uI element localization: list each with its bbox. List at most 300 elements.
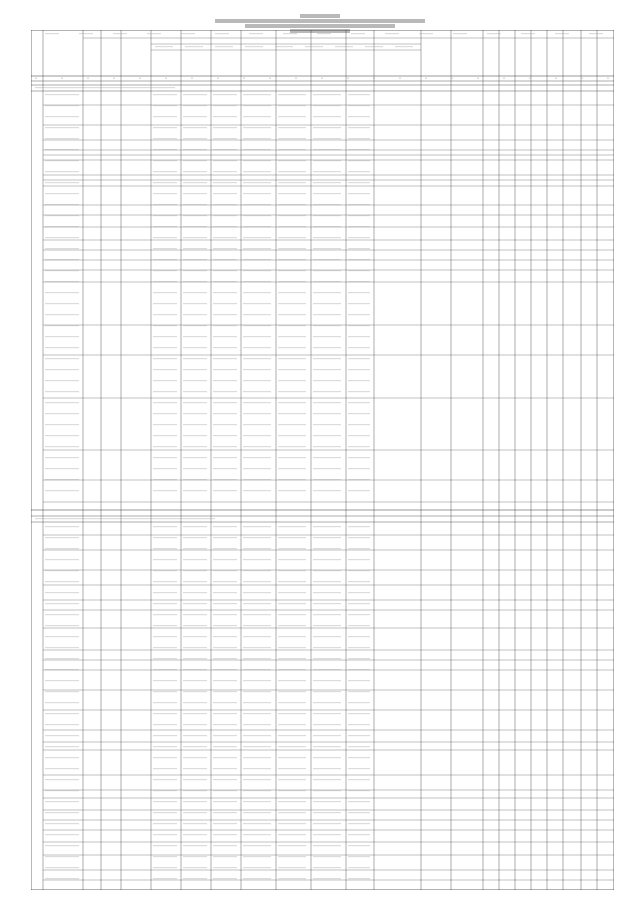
cell-text-placeholder: [45, 204, 79, 205]
cell-text-placeholder: [153, 845, 177, 846]
cell-text-placeholder: [153, 790, 177, 791]
cell-text-placeholder: [183, 779, 207, 780]
cell-text-placeholder: [183, 160, 207, 161]
cell-text-placeholder: [348, 603, 370, 604]
cell-text-placeholder: [348, 149, 370, 150]
cell-text-placeholder: [45, 127, 79, 128]
cell-text-placeholder: [348, 614, 370, 615]
cell-text-placeholder: [213, 215, 237, 216]
cell-text-placeholder: [313, 193, 341, 194]
cell-text-placeholder: [45, 658, 79, 659]
cell-text-placeholder: [278, 369, 306, 370]
cell-text-placeholder: [348, 402, 370, 403]
cell-text-placeholder: [313, 182, 341, 183]
cell-text-placeholder: [278, 867, 306, 868]
cell-text-placeholder: [243, 116, 271, 117]
cell-text-placeholder: [278, 603, 306, 604]
header-text-placeholder: [453, 33, 467, 34]
cell-text-placeholder: [153, 215, 177, 216]
column-number-placeholder: [61, 78, 63, 80]
cell-text-placeholder: [243, 281, 271, 282]
cell-text-placeholder: [183, 292, 207, 293]
header-text-placeholder: [335, 46, 353, 47]
cell-text-placeholder: [183, 614, 207, 615]
cell-text-placeholder: [45, 292, 79, 293]
cell-text-placeholder: [313, 446, 341, 447]
cell-text-placeholder: [45, 548, 79, 549]
cell-text-placeholder: [213, 713, 237, 714]
cell-text-placeholder: [183, 559, 207, 560]
cell-text-placeholder: [243, 625, 271, 626]
cell-text-placeholder: [45, 391, 79, 392]
cell-text-placeholder: [183, 647, 207, 648]
cell-text-placeholder: [183, 702, 207, 703]
cell-text-placeholder: [153, 314, 177, 315]
cell-text-placeholder: [183, 391, 207, 392]
cell-text-placeholder: [278, 237, 306, 238]
cell-text-placeholder: [153, 248, 177, 249]
cell-text-placeholder: [313, 281, 341, 282]
cell-text-placeholder: [313, 402, 341, 403]
cell-text-placeholder: [278, 358, 306, 359]
cell-text-placeholder: [278, 845, 306, 846]
cell-text-placeholder: [183, 746, 207, 747]
cell-text-placeholder: [183, 138, 207, 139]
cell-text-placeholder: [183, 182, 207, 183]
cell-text-placeholder: [153, 435, 177, 436]
cell-text-placeholder: [313, 479, 341, 480]
cell-text-placeholder: [213, 237, 237, 238]
cell-text-placeholder: [183, 570, 207, 571]
cell-text-placeholder: [313, 724, 341, 725]
cell-text-placeholder: [153, 336, 177, 337]
cell-text-placeholder: [213, 270, 237, 271]
cell-text-placeholder: [243, 801, 271, 802]
cell-text-placeholder: [45, 226, 79, 227]
cell-text-placeholder: [348, 548, 370, 549]
header-text-placeholder: [365, 46, 383, 47]
cell-text-placeholder: [348, 779, 370, 780]
cell-text-placeholder: [278, 790, 306, 791]
cell-text-placeholder: [243, 336, 271, 337]
cell-text-placeholder: [45, 457, 79, 458]
cell-text-placeholder: [153, 834, 177, 835]
cell-text-placeholder: [313, 603, 341, 604]
cell-text-placeholder: [243, 845, 271, 846]
cell-text-placeholder: [183, 768, 207, 769]
cell-text-placeholder: [278, 105, 306, 106]
cell-text-placeholder: [213, 812, 237, 813]
cell-text-placeholder: [153, 680, 177, 681]
cell-text-placeholder: [278, 424, 306, 425]
cell-text-placeholder: [45, 834, 79, 835]
cell-text-placeholder: [183, 325, 207, 326]
cell-text-placeholder: [243, 138, 271, 139]
cell-text-placeholder: [45, 347, 79, 348]
cell-text-placeholder: [213, 424, 237, 425]
cell-text-placeholder: [243, 834, 271, 835]
cell-text-placeholder: [213, 479, 237, 480]
cell-text-placeholder: [183, 724, 207, 725]
cell-text-placeholder: [213, 369, 237, 370]
cell-text-placeholder: [313, 713, 341, 714]
cell-text-placeholder: [45, 138, 79, 139]
cell-text-placeholder: [278, 592, 306, 593]
cell-text-placeholder: [153, 413, 177, 414]
column-number-placeholder: [477, 78, 479, 80]
cell-text-placeholder: [278, 402, 306, 403]
cell-text-placeholder: [213, 867, 237, 868]
cell-text-placeholder: [313, 878, 341, 879]
cell-text-placeholder: [45, 149, 79, 150]
cell-text-placeholder: [153, 537, 177, 538]
cell-text-placeholder: [45, 801, 79, 802]
cell-text-placeholder: [348, 867, 370, 868]
cell-text-placeholder: [45, 182, 79, 183]
cell-text-placeholder: [243, 559, 271, 560]
cell-text-placeholder: [213, 856, 237, 857]
cell-text-placeholder: [183, 636, 207, 637]
cell-text-placeholder: [243, 226, 271, 227]
cell-text-placeholder: [243, 592, 271, 593]
cell-text-placeholder: [278, 658, 306, 659]
budget-table: [31, 30, 614, 890]
cell-text-placeholder: [243, 647, 271, 648]
cell-text-placeholder: [243, 435, 271, 436]
cell-text-placeholder: [213, 358, 237, 359]
cell-text-placeholder: [278, 713, 306, 714]
cell-text-placeholder: [213, 702, 237, 703]
cell-text-placeholder: [45, 603, 79, 604]
cell-text-placeholder: [183, 757, 207, 758]
cell-text-placeholder: [313, 856, 341, 857]
cell-text-placeholder: [348, 380, 370, 381]
cell-text-placeholder: [348, 526, 370, 527]
cell-text-placeholder: [243, 702, 271, 703]
cell-text-placeholder: [243, 614, 271, 615]
cell-text-placeholder: [243, 746, 271, 747]
header-text-placeholder: [215, 46, 233, 47]
cell-text-placeholder: [183, 204, 207, 205]
header-text-placeholder: [181, 33, 195, 34]
cell-text-placeholder: [213, 680, 237, 681]
cell-text-placeholder: [183, 878, 207, 879]
cell-text-placeholder: [278, 226, 306, 227]
cell-text-placeholder: [213, 303, 237, 304]
cell-text-placeholder: [243, 856, 271, 857]
cell-text-placeholder: [348, 669, 370, 670]
cell-text-placeholder: [278, 823, 306, 824]
cell-text-placeholder: [45, 812, 79, 813]
cell-text-placeholder: [348, 138, 370, 139]
column-number-placeholder: [399, 78, 401, 80]
cell-text-placeholder: [243, 570, 271, 571]
cell-text-placeholder: [45, 713, 79, 714]
cell-text-placeholder: [45, 215, 79, 216]
cell-text-placeholder: [313, 94, 341, 95]
cell-text-placeholder: [153, 369, 177, 370]
cell-text-placeholder: [45, 160, 79, 161]
cell-text-placeholder: [213, 691, 237, 692]
cell-text-placeholder: [183, 468, 207, 469]
cell-text-placeholder: [45, 691, 79, 692]
column-number-placeholder: [373, 78, 375, 80]
cell-text-placeholder: [278, 193, 306, 194]
cell-text-placeholder: [213, 845, 237, 846]
cell-text-placeholder: [278, 779, 306, 780]
cell-text-placeholder: [153, 636, 177, 637]
cell-text-placeholder: [313, 746, 341, 747]
cell-text-placeholder: [183, 226, 207, 227]
cell-text-placeholder: [348, 446, 370, 447]
cell-text-placeholder: [45, 537, 79, 538]
header-text-placeholder: [487, 33, 501, 34]
cell-text-placeholder: [348, 479, 370, 480]
cell-text-placeholder: [243, 867, 271, 868]
cell-text-placeholder: [45, 592, 79, 593]
cell-text-placeholder: [348, 713, 370, 714]
cell-text-placeholder: [153, 182, 177, 183]
cell-text-placeholder: [278, 724, 306, 725]
cell-text-placeholder: [313, 614, 341, 615]
cell-text-placeholder: [278, 215, 306, 216]
header-text-placeholder: [155, 46, 173, 47]
cell-text-placeholder: [278, 149, 306, 150]
cell-text-placeholder: [183, 358, 207, 359]
cell-text-placeholder: [243, 303, 271, 304]
cell-text-placeholder: [183, 457, 207, 458]
cell-text-placeholder: [45, 116, 79, 117]
cell-text-placeholder: [278, 490, 306, 491]
cell-text-placeholder: [153, 116, 177, 117]
cell-text-placeholder: [213, 537, 237, 538]
table-grid: [31, 30, 614, 890]
cell-text-placeholder: [153, 402, 177, 403]
header-text-placeholder: [113, 33, 127, 34]
cell-text-placeholder: [153, 812, 177, 813]
cell-text-placeholder: [183, 735, 207, 736]
cell-text-placeholder: [213, 603, 237, 604]
column-number-placeholder: [321, 78, 323, 80]
cell-text-placeholder: [183, 413, 207, 414]
cell-text-placeholder: [348, 94, 370, 95]
cell-text-placeholder: [213, 413, 237, 414]
column-number-placeholder: [139, 78, 141, 80]
column-number-placeholder: [191, 78, 193, 80]
cell-text-placeholder: [278, 537, 306, 538]
cell-text-placeholder: [153, 526, 177, 527]
cell-text-placeholder: [153, 757, 177, 758]
cell-text-placeholder: [45, 636, 79, 637]
cell-text-placeholder: [313, 570, 341, 571]
cell-text-placeholder: [45, 424, 79, 425]
cell-text-placeholder: [313, 435, 341, 436]
cell-text-placeholder: [348, 171, 370, 172]
cell-text-placeholder: [213, 457, 237, 458]
cell-text-placeholder: [183, 193, 207, 194]
cell-text-placeholder: [213, 116, 237, 117]
cell-text-placeholder: [243, 292, 271, 293]
cell-text-placeholder: [45, 435, 79, 436]
cell-text-placeholder: [153, 237, 177, 238]
cell-text-placeholder: [278, 127, 306, 128]
cell-text-placeholder: [243, 790, 271, 791]
cell-text-placeholder: [153, 160, 177, 161]
cell-text-placeholder: [183, 867, 207, 868]
cell-text-placeholder: [313, 801, 341, 802]
cell-text-placeholder: [153, 702, 177, 703]
cell-text-placeholder: [213, 746, 237, 747]
cell-text-placeholder: [183, 248, 207, 249]
cell-text-placeholder: [348, 680, 370, 681]
cell-text-placeholder: [213, 314, 237, 315]
cell-text-placeholder: [278, 204, 306, 205]
cell-text-placeholder: [183, 603, 207, 604]
cell-text-placeholder: [153, 669, 177, 670]
cell-text-placeholder: [183, 856, 207, 857]
cell-text-placeholder: [213, 226, 237, 227]
cell-text-placeholder: [313, 823, 341, 824]
cell-text-placeholder: [153, 856, 177, 857]
header-text-placeholder: [555, 33, 569, 34]
cell-text-placeholder: [153, 768, 177, 769]
cell-text-placeholder: [313, 845, 341, 846]
cell-text-placeholder: [183, 526, 207, 527]
cell-text-placeholder: [153, 424, 177, 425]
cell-text-placeholder: [313, 735, 341, 736]
cell-text-placeholder: [153, 490, 177, 491]
cell-text-placeholder: [243, 680, 271, 681]
cell-text-placeholder: [278, 435, 306, 436]
cell-text-placeholder: [153, 325, 177, 326]
cell-text-placeholder: [213, 193, 237, 194]
cell-text-placeholder: [153, 823, 177, 824]
cell-text-placeholder: [348, 457, 370, 458]
cell-text-placeholder: [45, 867, 79, 868]
column-number-placeholder: [165, 78, 167, 80]
header-text-placeholder: [215, 33, 229, 34]
cell-text-placeholder: [243, 127, 271, 128]
cell-text-placeholder: [183, 680, 207, 681]
cell-text-placeholder: [153, 592, 177, 593]
cell-text-placeholder: [313, 669, 341, 670]
cell-text-placeholder: [313, 757, 341, 758]
cell-text-placeholder: [313, 424, 341, 425]
cell-text-placeholder: [153, 347, 177, 348]
cell-text-placeholder: [183, 424, 207, 425]
cell-text-placeholder: [45, 559, 79, 560]
cell-text-placeholder: [278, 171, 306, 172]
cell-text-placeholder: [183, 834, 207, 835]
cell-text-placeholder: [153, 259, 177, 260]
cell-text-placeholder: [243, 479, 271, 480]
cell-text-placeholder: [278, 347, 306, 348]
cell-text-placeholder: [278, 636, 306, 637]
cell-text-placeholder: [348, 581, 370, 582]
cell-text-placeholder: [183, 490, 207, 491]
cell-text-placeholder: [45, 490, 79, 491]
cell-text-placeholder: [243, 380, 271, 381]
header-text-placeholder: [317, 33, 331, 34]
cell-text-placeholder: [153, 193, 177, 194]
header-text-placeholder: [147, 33, 161, 34]
cell-text-placeholder: [153, 735, 177, 736]
cell-text-placeholder: [278, 325, 306, 326]
column-number-placeholder: [347, 78, 349, 80]
cell-text-placeholder: [183, 669, 207, 670]
cell-text-placeholder: [313, 259, 341, 260]
cell-text-placeholder: [213, 259, 237, 260]
cell-text-placeholder: [278, 746, 306, 747]
cell-text-placeholder: [243, 779, 271, 780]
cell-text-placeholder: [348, 424, 370, 425]
cell-text-placeholder: [348, 746, 370, 747]
cell-text-placeholder: [313, 592, 341, 593]
cell-text-placeholder: [348, 790, 370, 791]
cell-text-placeholder: [153, 581, 177, 582]
cell-text-placeholder: [243, 402, 271, 403]
cell-text-placeholder: [213, 669, 237, 670]
cell-text-placeholder: [213, 548, 237, 549]
column-number-placeholder: [243, 78, 245, 80]
cell-text-placeholder: [278, 94, 306, 95]
cell-text-placeholder: [243, 713, 271, 714]
cell-text-placeholder: [313, 391, 341, 392]
cell-text-placeholder: [45, 845, 79, 846]
cell-text-placeholder: [183, 116, 207, 117]
cell-text-placeholder: [313, 779, 341, 780]
cell-text-placeholder: [183, 105, 207, 106]
cell-text-placeholder: [243, 669, 271, 670]
cell-text-placeholder: [243, 358, 271, 359]
cell-text-placeholder: [313, 127, 341, 128]
cell-text-placeholder: [313, 559, 341, 560]
cell-text-placeholder: [243, 391, 271, 392]
cell-text-placeholder: [213, 592, 237, 593]
cell-text-placeholder: [278, 292, 306, 293]
column-number-placeholder: [607, 78, 609, 80]
cell-text-placeholder: [278, 625, 306, 626]
cell-text-placeholder: [213, 171, 237, 172]
cell-text-placeholder: [348, 259, 370, 260]
cell-text-placeholder: [278, 468, 306, 469]
cell-text-placeholder: [213, 204, 237, 205]
cell-text-placeholder: [183, 314, 207, 315]
cell-text-placeholder: [278, 270, 306, 271]
cell-text-placeholder: [348, 724, 370, 725]
cell-text-placeholder: [313, 105, 341, 106]
cell-text-placeholder: [313, 790, 341, 791]
cell-text-placeholder: [313, 347, 341, 348]
cell-text-placeholder: [153, 105, 177, 106]
cell-text-placeholder: [313, 658, 341, 659]
cell-text-placeholder: [183, 713, 207, 714]
cell-text-placeholder: [278, 160, 306, 161]
cell-text-placeholder: [278, 570, 306, 571]
cell-text-placeholder: [153, 94, 177, 95]
cell-text-placeholder: [183, 658, 207, 659]
cell-text-placeholder: [348, 358, 370, 359]
cell-text-placeholder: [213, 779, 237, 780]
cell-text-placeholder: [183, 347, 207, 348]
cell-text-placeholder: [153, 878, 177, 879]
cell-text-placeholder: [243, 237, 271, 238]
cell-text-placeholder: [153, 658, 177, 659]
cell-text-placeholder: [243, 823, 271, 824]
cell-text-placeholder: [348, 413, 370, 414]
cell-text-placeholder: [153, 559, 177, 560]
cell-text-placeholder: [278, 801, 306, 802]
